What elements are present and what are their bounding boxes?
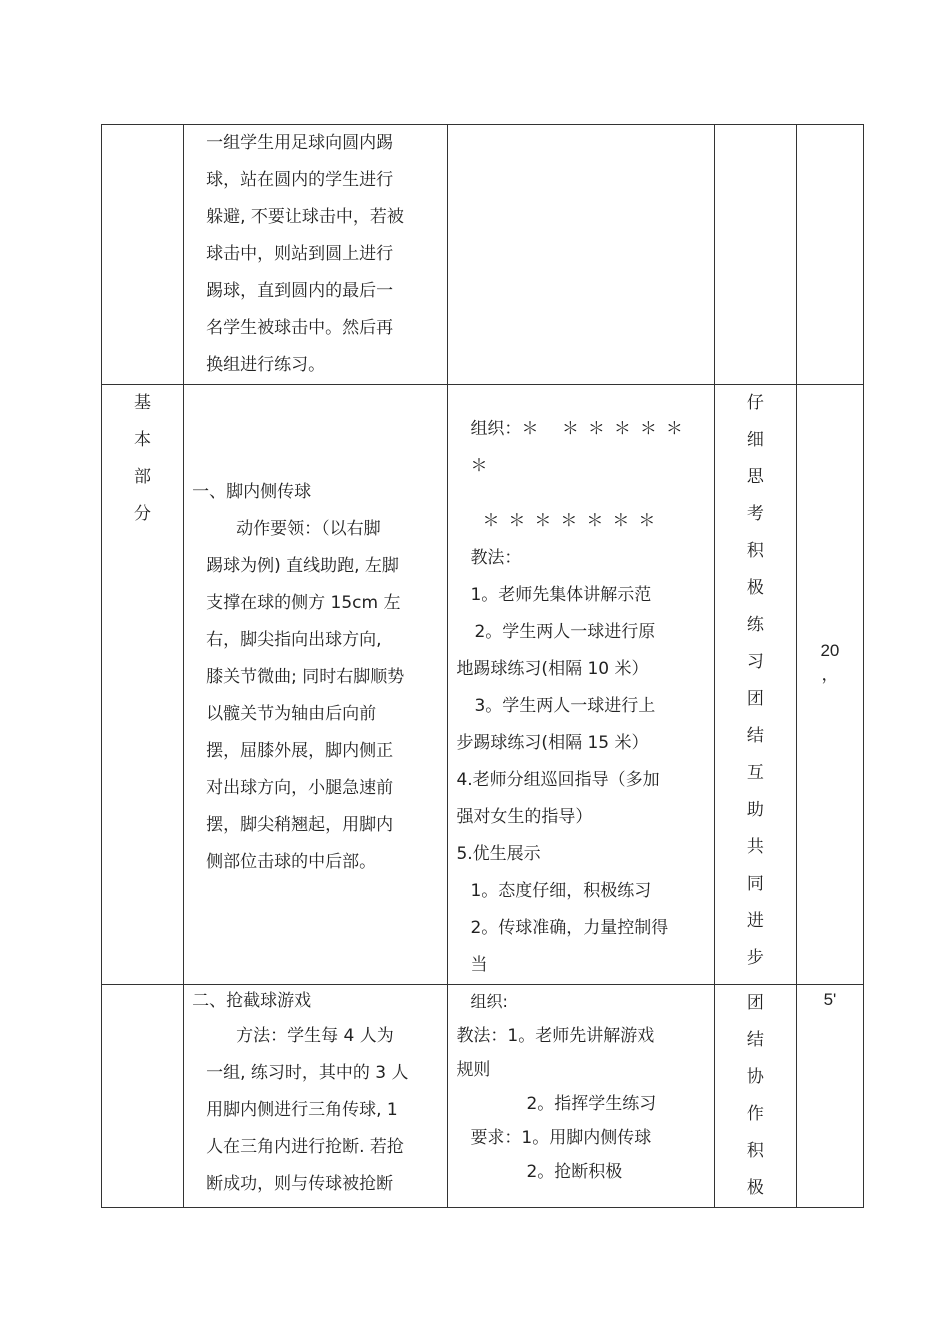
goal-text: 仔细思考积极练习团结互助共同进步 (746, 393, 764, 968)
content-cell (184, 985, 448, 1208)
content-line: 右，脚尖指向出球方向, (206, 630, 382, 650)
goal-cell (714, 385, 796, 985)
content-cell (184, 385, 448, 985)
table-row (102, 985, 864, 1208)
method-line: 2。抢断积极 (526, 1162, 623, 1182)
section-cell (102, 125, 184, 385)
method-line: 要求：1。用脚内侧传球 (470, 1128, 652, 1148)
goal-text: 团结协作积极 (746, 993, 764, 1198)
content-line: 名学生被球击中。然后再 (206, 318, 394, 338)
section-cell (102, 385, 184, 985)
content-line: 人在三角内进行抢断. 若抢 (206, 1137, 404, 1157)
formation-stars: ＊＊＊＊＊＊＊ (482, 511, 665, 531)
organization-label: 组织： (470, 419, 522, 439)
method-line: 2。传球准确，力量控制得 (470, 918, 669, 938)
content-line: 踢球为例) 直线助跑, 左脚 (206, 556, 399, 576)
organization-cell (448, 125, 714, 385)
content-line: 球击中，则站到圆上进行 (206, 244, 394, 264)
method-line: 3。学生两人一球进行上 (474, 696, 656, 716)
content-line: 球，站在圆内的学生进行 (206, 170, 394, 190)
content-line: 一组, 练习时，其中的 3 人 (206, 1063, 409, 1083)
content-line: 用脚内侧进行三角传球, 1 (206, 1100, 398, 1120)
content-line: 侧部位击球的中后部。 (206, 852, 377, 872)
formation-stars: ＊ ＊＊＊＊＊ ＊ (470, 419, 692, 476)
section-char: 部 (134, 467, 152, 487)
goal-cell (714, 985, 796, 1208)
section-title: 二、抢截球游戏 (192, 991, 312, 1011)
goal-cell (714, 125, 796, 385)
table-row (102, 125, 864, 385)
section-cell (102, 985, 184, 1208)
content-line: 断成功，则与传球被抢断 (206, 1174, 394, 1194)
content-line: 动作要领：（以右脚 (236, 519, 381, 539)
time-value: 20 (820, 641, 840, 660)
spacer (456, 485, 707, 503)
content-line: 摆，脚尖稍翘起，用脚内 (206, 815, 394, 835)
content-line: 对出球方向，小腿急速前 (206, 778, 394, 798)
method-line: 2。学生两人一球进行原 (474, 622, 656, 642)
content-line: 以髋关节为轴由后向前 (206, 704, 377, 724)
method-line: 2。指挥学生练习 (526, 1094, 657, 1114)
section-char: 基 (134, 393, 152, 413)
method-line: 步踢球练习(相隔 15 米） (456, 733, 649, 753)
section-title: 一、脚内侧传球 (192, 482, 312, 502)
method-line: 1。态度仔细，积极练习 (470, 881, 652, 901)
organization-label: 组织: (470, 992, 508, 1011)
content-line: 方法：学生每 4 人为 (236, 1026, 394, 1046)
time-suffix: ， (821, 665, 839, 684)
method-line: 当 (470, 955, 488, 975)
organization-cell (448, 985, 714, 1208)
method-line: 4.老师分组巡回指导（多加 (456, 770, 660, 790)
organization-cell (448, 385, 714, 985)
content-line: 躲避, 不要让球击中，若被 (206, 207, 404, 227)
method-line: 教法：1。老师先讲解游戏 (456, 1026, 655, 1046)
time-cell (796, 125, 863, 385)
content-line: 换组进行练习。 (206, 355, 326, 375)
section-char: 本 (134, 430, 152, 450)
organization-line (456, 411, 707, 485)
table-row (102, 385, 864, 985)
content-line: 支撑在球的侧方 15cm 左 (206, 593, 401, 613)
content-cell (184, 125, 448, 385)
content-line: 膝关节微曲; 同时右脚顺势 (206, 667, 405, 687)
method-line: 规则 (456, 1060, 491, 1080)
time-cell (796, 385, 863, 985)
method-line: 5.优生展示 (456, 844, 541, 864)
method-line: 地踢球练习(相隔 10 米） (456, 659, 649, 679)
time-cell (796, 985, 863, 1208)
content-line: 摆，屈膝外展，脚内侧正 (206, 741, 394, 761)
section-char: 分 (134, 504, 152, 524)
method-label: 教法： (470, 548, 522, 568)
method-line: 强对女生的指导） (456, 807, 593, 827)
method-line: 1。老师先集体讲解示范 (470, 585, 652, 605)
lesson-plan-table (101, 124, 864, 1208)
content-line: 踢球，直到圆内的最后一 (206, 281, 394, 301)
content-line: 一组学生用足球向圆内踢 (206, 133, 394, 153)
time-value: 5' (823, 990, 837, 1009)
